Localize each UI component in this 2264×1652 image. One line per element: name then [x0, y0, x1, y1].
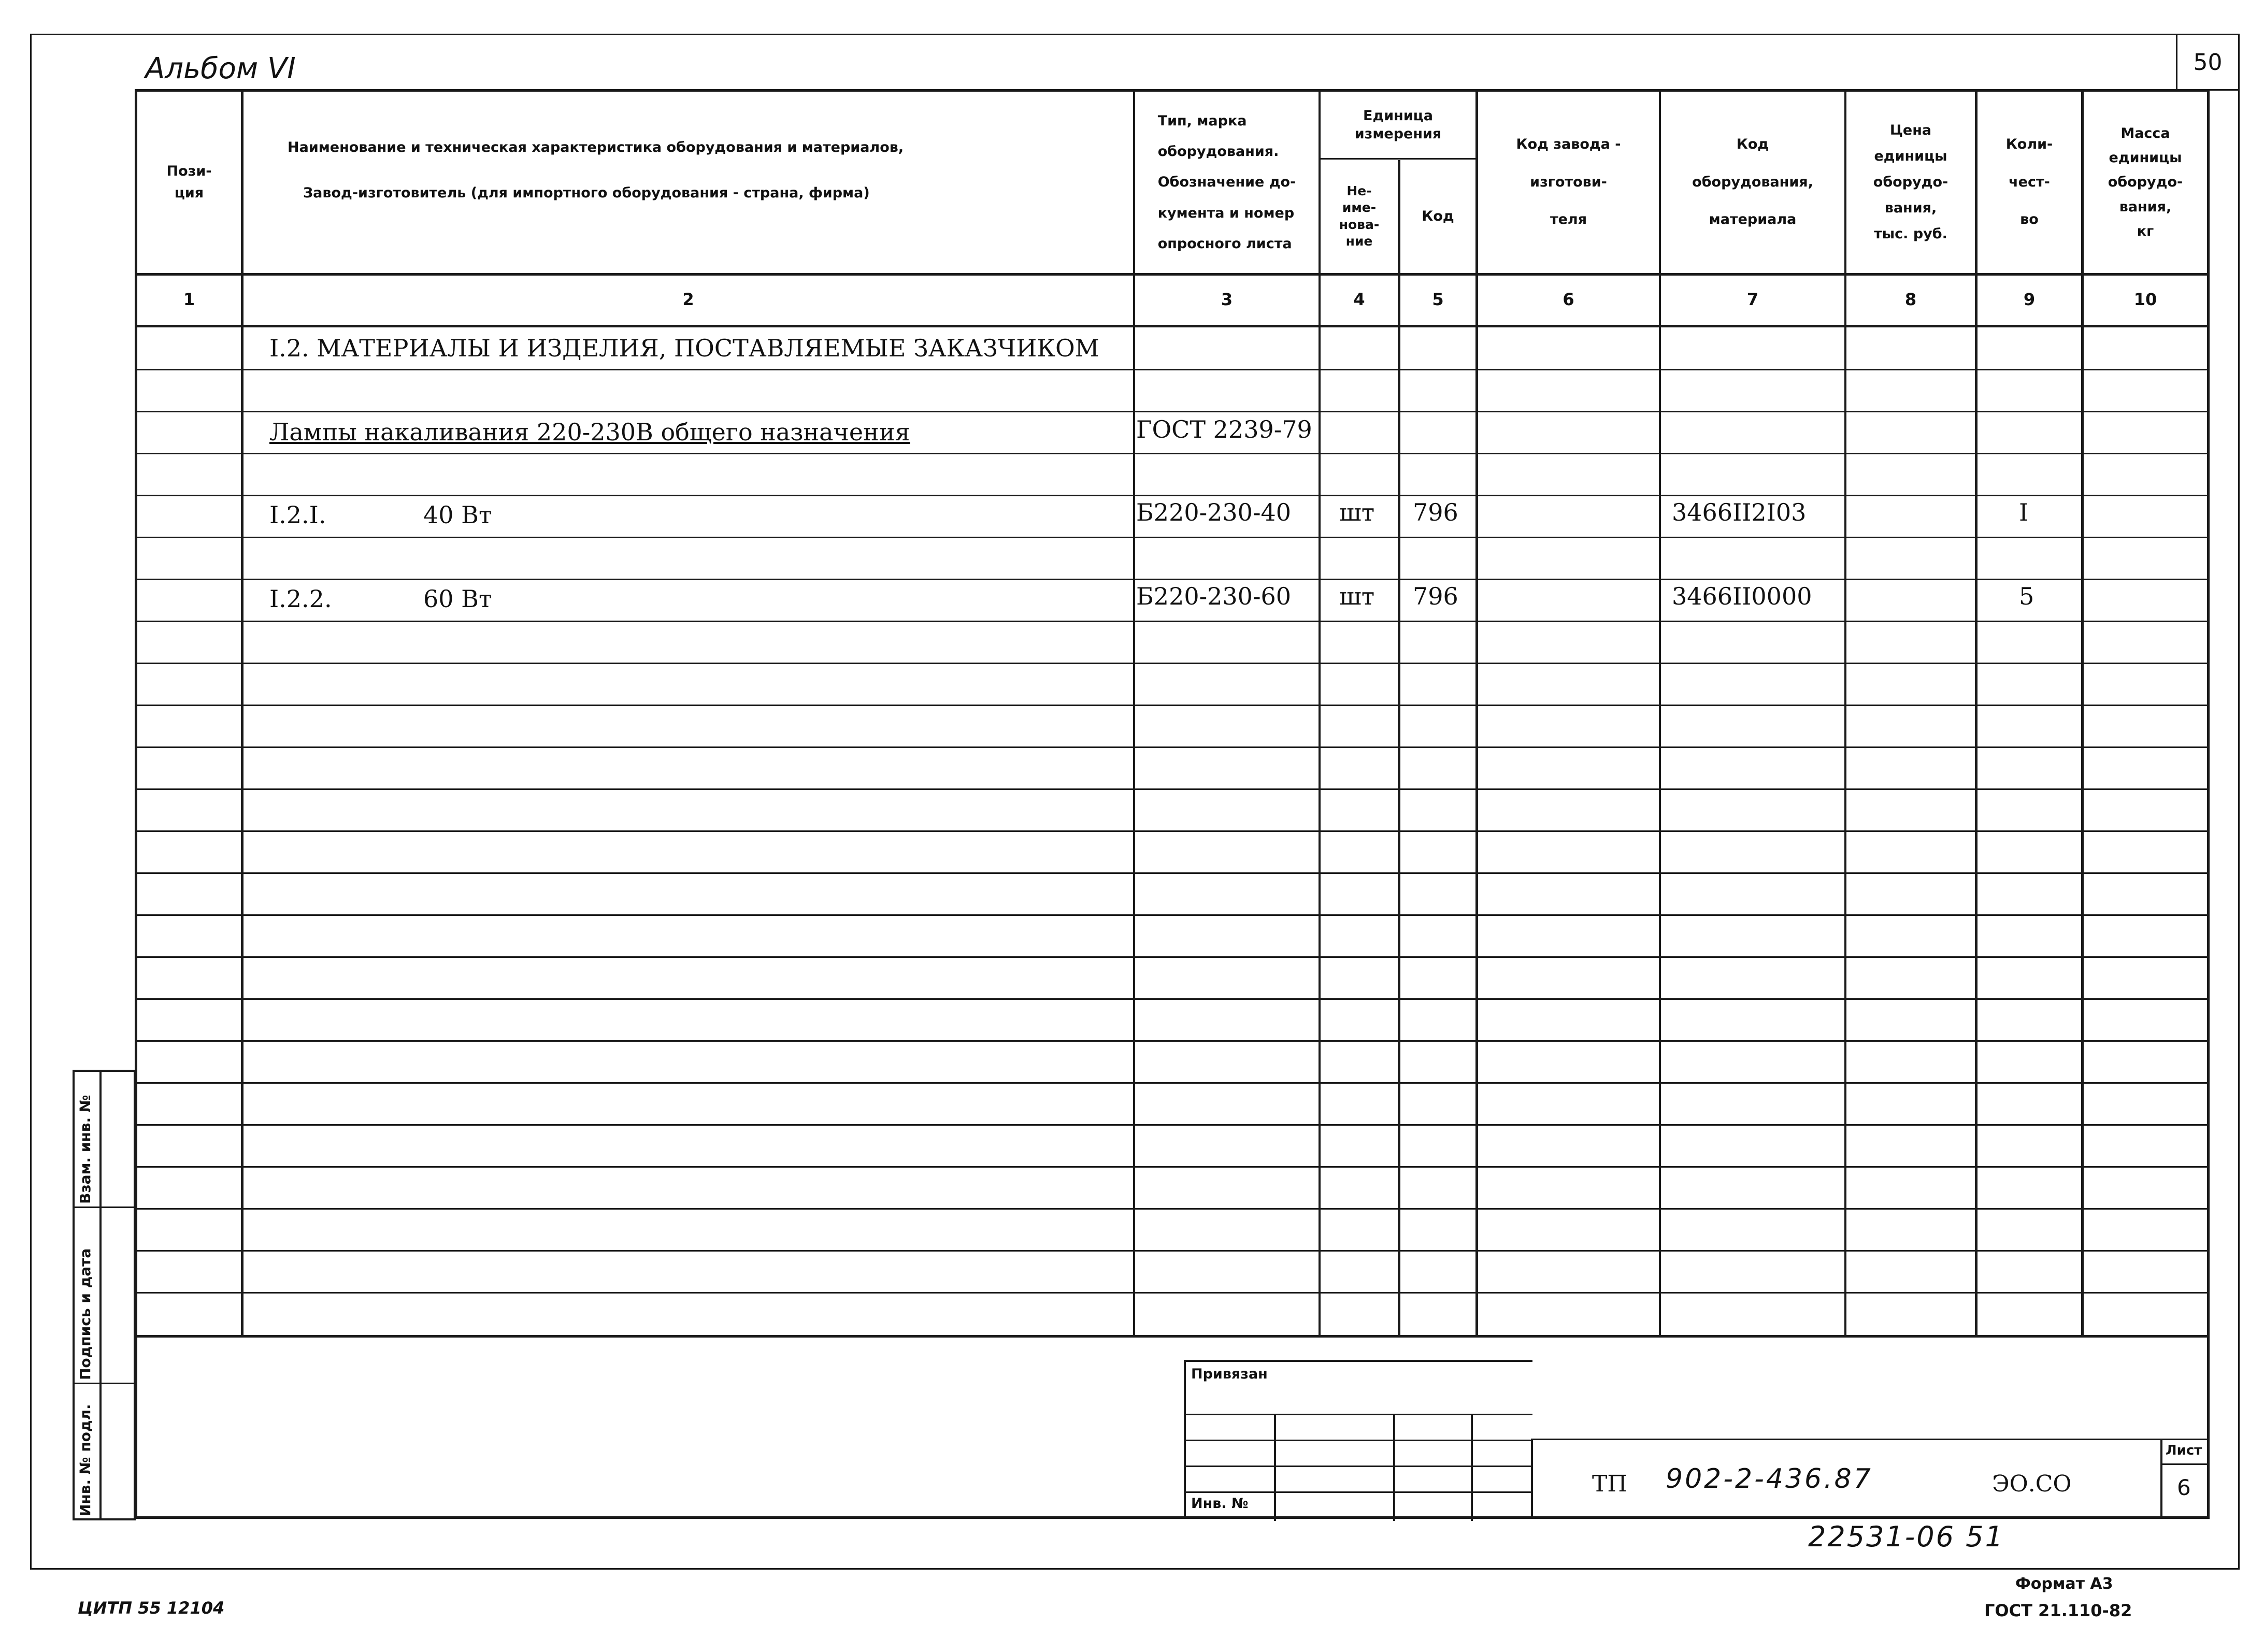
privyazan-line [1186, 1414, 1532, 1415]
side-inv-label: Инв. № подл. [77, 1404, 94, 1516]
group-name: Лампы накаливания 220-230В общего назначения [269, 418, 910, 446]
privyazan-label: Привязан [1191, 1366, 1268, 1382]
item-qty: 5 [2019, 582, 2034, 610]
colnum-6: 6 [1563, 290, 1574, 310]
header-col7: Код оборудования, материала [1692, 136, 1813, 228]
header-col6: Код завода - изготови- теля [1516, 136, 1621, 228]
group-standard: ГОСТ 2239-79 [1136, 415, 1312, 443]
item-name: 40 Вт [423, 501, 492, 529]
colnum-3: 3 [1221, 290, 1233, 310]
row-line [137, 1124, 2207, 1126]
sheet-corner-number: 50 [2193, 49, 2223, 76]
item-unit-code: 796 [1413, 582, 1458, 610]
project-prefix: ТП [1592, 1471, 1627, 1497]
header-col8: Цена единицы оборудо- вания, тыс. руб. [1873, 122, 1948, 242]
colnum-bottom-line [137, 325, 2207, 327]
row-line [137, 705, 2207, 706]
row-line [137, 663, 2207, 664]
row-line [137, 369, 2207, 370]
privyazan-col [1471, 1414, 1473, 1521]
row-line [137, 830, 2207, 832]
project-code: 902-2-436.87 [1666, 1463, 1873, 1495]
table-body-bottom [137, 1335, 2207, 1338]
side-vzam-label: Взам. инв. № [77, 1095, 94, 1204]
colnum-5: 5 [1432, 290, 1444, 310]
privyazan-line [1186, 1440, 1532, 1441]
header-col3: Тип, марка оборудования. Обозначение до- кумента и номер опросного листа [1157, 112, 1296, 252]
header-col2-line2: Завод-изготовитель (для импортного оборудования - страна, фирма) [303, 185, 870, 201]
header-col1: Пози- ция [166, 163, 212, 201]
colnum-2: 2 [682, 290, 694, 310]
header-col4: Не- име- нова- ние [1339, 183, 1380, 249]
privyazan-col [1393, 1414, 1395, 1521]
list-label: Лист [2166, 1443, 2202, 1458]
list-number: 6 [2177, 1475, 2191, 1500]
item-type: Б220-230-60 [1136, 582, 1292, 610]
row-line [137, 1208, 2207, 1210]
album-label: Альбом VI [145, 52, 296, 85]
inv-no-label: Инв. № [1191, 1496, 1249, 1512]
spec-table [135, 89, 2210, 1519]
colnum-7: 7 [1746, 290, 1759, 310]
header-col10: Масса единицы оборудо- вания, кг [2108, 125, 2183, 239]
colnum-1: 1 [183, 290, 195, 310]
item-material-code: 3466II0000 [1672, 582, 1812, 610]
row-line [137, 872, 2207, 874]
row-line [137, 579, 2207, 580]
row-line [137, 1166, 2207, 1168]
item-unit: шт [1339, 498, 1375, 526]
row-line [137, 1292, 2207, 1294]
row-line [137, 621, 2207, 622]
side-stamp-line [75, 1206, 134, 1208]
side-stamp-line [75, 1383, 134, 1384]
section-title: I.2. МАТЕРИАЛЫ И ИЗДЕЛИЯ, ПОСТАВЛЯЕМЫЕ ЗАКАЗЧИКОМ [269, 334, 1099, 362]
privyazan-block [1184, 1360, 1532, 1519]
side-stamp [73, 1070, 136, 1520]
item-type: Б220-230-40 [1136, 498, 1292, 526]
header-col2-line1: Наименование и техническая характеристика оборудования и материалов, [288, 139, 904, 155]
side-stamp-divider [99, 1072, 102, 1518]
row-line [137, 1082, 2207, 1084]
row-line [137, 1040, 2207, 1042]
privyazan-line [1186, 1491, 1532, 1493]
privyazan-line [1186, 1466, 1532, 1467]
row-line [137, 956, 2207, 958]
item-unit: шт [1339, 582, 1375, 610]
format-label: Формат А3 [2015, 1575, 2113, 1593]
row-line [137, 914, 2207, 916]
item-position: I.2.2. [269, 585, 332, 613]
printer-mark: ЦИТП 55 12104 [78, 1598, 225, 1618]
side-podpis-label: Подпись и дата [77, 1248, 94, 1380]
header-col5: Код [1422, 208, 1454, 224]
item-qty: I [2019, 498, 2029, 526]
row-line [137, 998, 2207, 1000]
header-col9: Коли- чест- во [2005, 136, 2053, 228]
row-line [137, 788, 2207, 790]
row-line [137, 537, 2207, 538]
row-line [137, 1250, 2207, 1252]
item-position: I.2.I. [269, 501, 326, 529]
colnum-4: 4 [1353, 290, 1365, 310]
item-unit-code: 796 [1413, 498, 1458, 526]
archive-number: 22531-06 51 [1808, 1520, 2004, 1553]
row-line [137, 495, 2207, 496]
privyazan-col [1274, 1414, 1276, 1521]
item-name: 60 Вт [423, 585, 492, 613]
list-divider [2162, 1463, 2207, 1465]
section-code: ЭО.СО [1992, 1471, 2072, 1497]
row-line [137, 746, 2207, 748]
header-col45-group: Единица измерения [1354, 107, 1442, 142]
colnum-10: 10 [2133, 290, 2157, 310]
list-box [2160, 1439, 2207, 1519]
gost-label: ГОСТ 21.110-82 [1984, 1601, 2132, 1620]
item-material-code: 3466II2I03 [1672, 498, 1807, 526]
colnum-9: 9 [2023, 290, 2036, 310]
colnum-8: 8 [1904, 290, 1917, 310]
col-line [1398, 160, 1400, 1338]
row-line [137, 411, 2207, 412]
row-line [137, 453, 2207, 454]
